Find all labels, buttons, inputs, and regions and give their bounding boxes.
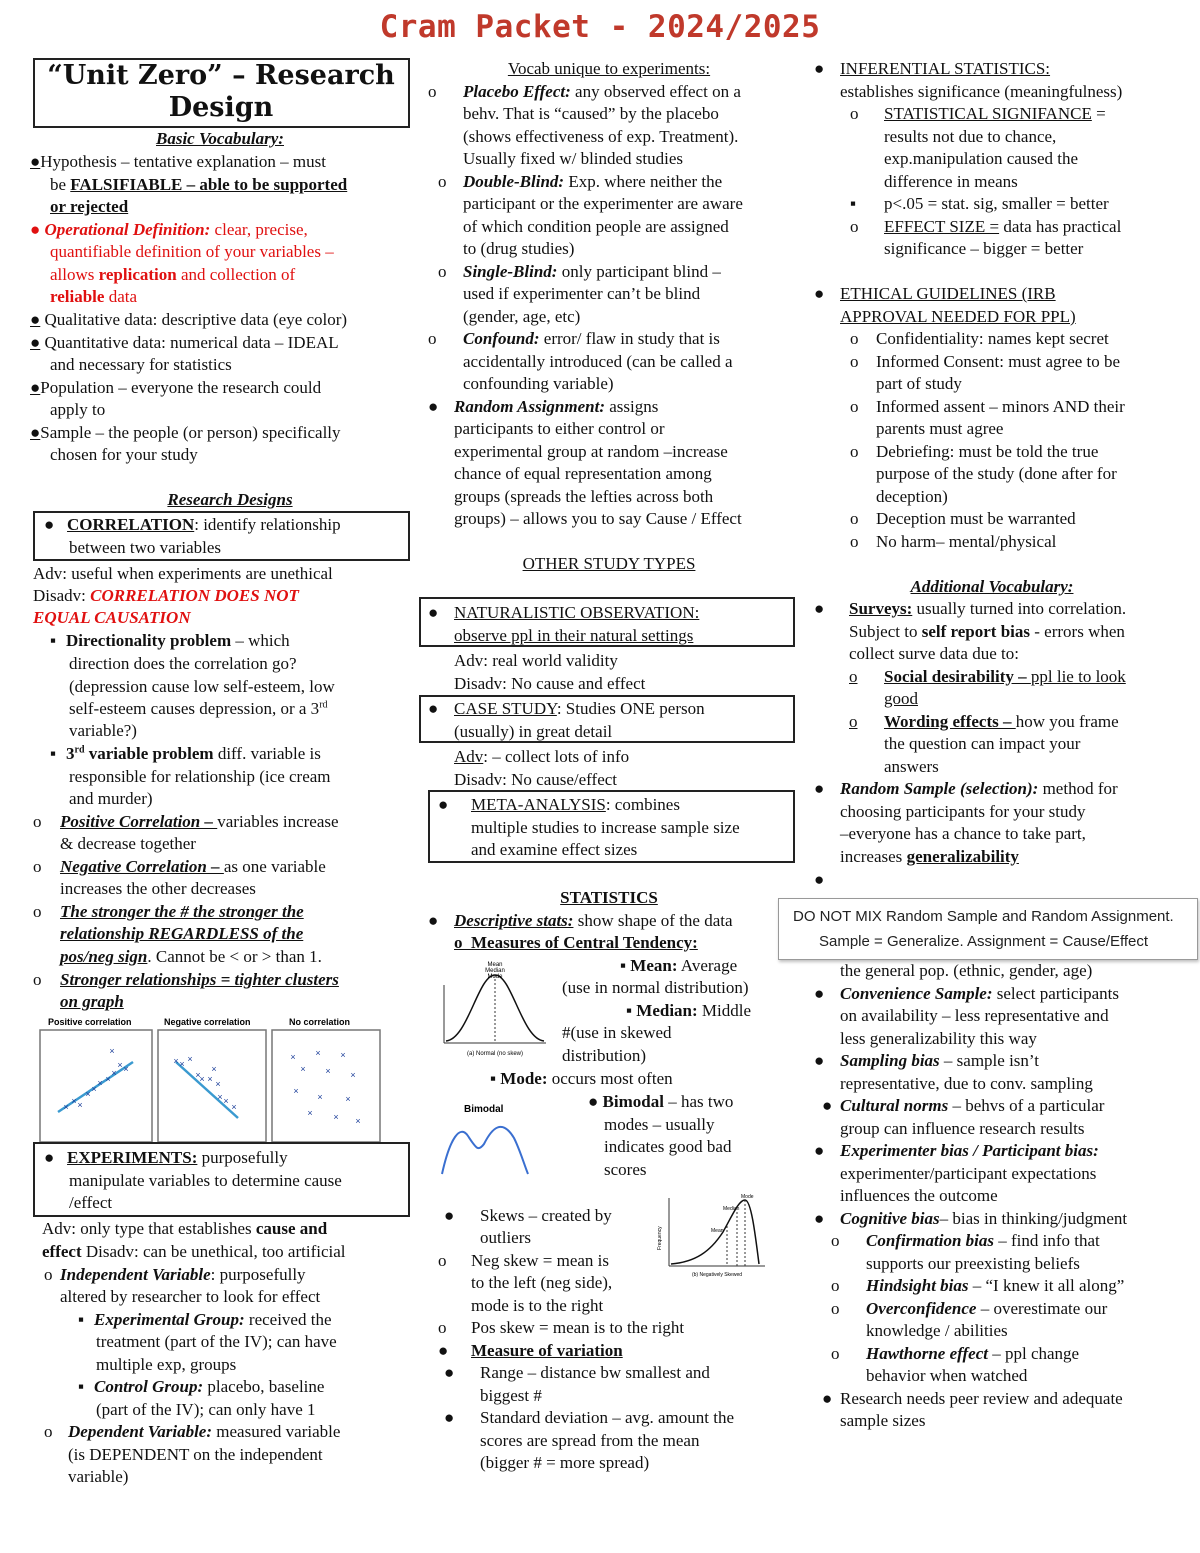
- svg-text:×: ×: [325, 1066, 331, 1076]
- svg-text:Bimodal: Bimodal: [464, 1104, 504, 1115]
- additional-vocab-heading: Additional Vocabulary:: [910, 577, 1074, 596]
- svg-text:×: ×: [179, 1059, 185, 1069]
- debriefing-item: o Debriefing: must be told the true: [850, 442, 1099, 461]
- negative-skew-figure: [655, 1192, 770, 1282]
- svg-text:(a) Normal (no skew): (a) Normal (no skew): [466, 1051, 524, 1057]
- negative-correlation-item: o Negative Correlation – as one variable: [33, 857, 326, 876]
- svg-text:×: ×: [195, 1070, 201, 1080]
- central-tendency-item: o Measures of Central Tendency:: [454, 933, 698, 952]
- svg-text:Mean: Mean: [487, 962, 503, 968]
- descriptive-stats-item: ● Descriptive stats: show shape of the data: [428, 911, 733, 930]
- sample-item: ●Sample – the people (or person) specifically: [30, 423, 341, 442]
- research-designs-heading: Research Designs: [167, 490, 293, 509]
- svg-text:×: ×: [91, 1084, 97, 1094]
- svg-text:Median: Median: [723, 1206, 740, 1212]
- range-item: ● Range – distance bw smallest and: [444, 1363, 710, 1382]
- informed-assent-item: o Informed assent – minors AND their: [850, 397, 1125, 416]
- svg-text:×: ×: [217, 1092, 223, 1102]
- hawthorne-effect-item: o Hawthorne effect – ppl change: [831, 1344, 1080, 1363]
- measure-variation-item: ● Measure of variation: [438, 1341, 623, 1360]
- placebo-item: o Placebo Effect: any observed effect on a: [428, 82, 741, 101]
- mean-item: ▪ Mean: Average: [620, 956, 738, 975]
- svg-text:×: ×: [293, 1086, 299, 1096]
- stronger-item: o The stronger the # the stronger the: [33, 902, 304, 921]
- svg-text:Mean: Mean: [711, 1228, 724, 1234]
- dependent-variable-item: o Dependent Variable: measured variable: [44, 1422, 341, 1441]
- qualitative-item: ● Qualitative data: descriptive data (eye color): [30, 310, 348, 329]
- effect-size-item: o EFFECT SIZE = data has practical: [850, 217, 1122, 236]
- pos-skew-item: o Pos skew = mean is to the right: [438, 1318, 685, 1337]
- svg-text:Median: Median: [485, 968, 505, 974]
- third-variable-item: ▪ 3rd variable problem diff. variable is: [50, 744, 321, 763]
- vocab-experiments-heading: Vocab unique to experiments:: [507, 59, 711, 78]
- mode-item: ▪ Mode: occurs most often: [490, 1069, 673, 1088]
- svg-text:×: ×: [71, 1096, 77, 1106]
- no-correlation-label: No correlation: [289, 1017, 351, 1027]
- p-value-item: ▪ p<.05 = stat. sig, smaller = better: [850, 194, 1109, 213]
- convenience-sample-item: ● Convenience Sample: select participants: [814, 984, 1120, 1003]
- overconfidence-item: o Overconfidence – overestimate our: [831, 1299, 1108, 1318]
- basic-vocab-heading: Basic Vocabulary:: [156, 129, 284, 148]
- experimental-group-item: ▪ Experimental Group: received the: [78, 1310, 332, 1329]
- statistical-significance-item: o STATISTICAL SIGNIFANCE =: [850, 104, 1106, 123]
- hindsight-bias-item: o Hindsight bias – “I knew it all along”: [831, 1276, 1125, 1295]
- svg-text:×: ×: [97, 1078, 103, 1088]
- svg-text:×: ×: [215, 1079, 221, 1089]
- peer-review-item: ● Research needs peer review and adequate: [822, 1389, 1123, 1408]
- page-title: Cram Packet - 2024/2025: [379, 9, 821, 45]
- svg-text:×: ×: [223, 1096, 229, 1106]
- svg-text:×: ×: [207, 1074, 213, 1084]
- svg-text:(b) Negatively Skewed: (b) Negatively Skewed: [691, 1272, 743, 1278]
- sampling-bias-item: ● Sampling bias – sample isn’t: [814, 1051, 1039, 1070]
- svg-text:×: ×: [187, 1054, 193, 1064]
- callout-box: DO NOT MIX Random Sample and Random Assignment. Sample = Generalize. Assignment = Cause/Effect: [778, 898, 1198, 960]
- svg-text:×: ×: [211, 1064, 217, 1074]
- random-assignment-item: ● Random Assignment: assigns: [428, 397, 659, 416]
- svg-text:×: ×: [77, 1100, 83, 1110]
- svg-text:×: ×: [111, 1068, 117, 1078]
- independent-variable-item: o Independent Variable: purposefully: [44, 1265, 306, 1284]
- bimodal-figure: [438, 1098, 533, 1180]
- bimodal-item: ● Bimodal – has two: [588, 1092, 734, 1111]
- normal-distribution-figure: [438, 955, 550, 1060]
- unit-title: “Unit Zero” – Research Design: [47, 60, 395, 123]
- no-harm-item: o No harm– mental/physical: [850, 532, 1057, 551]
- svg-text:×: ×: [109, 1046, 115, 1056]
- negative-correlation-label: Negative correlation: [164, 1017, 251, 1027]
- svg-text:Mode: Mode: [487, 974, 503, 980]
- statistics-heading: STATISTICS: [560, 888, 658, 907]
- control-group-item: ▪ Control Group: placebo, baseline: [78, 1377, 325, 1396]
- svg-text:×: ×: [307, 1108, 313, 1118]
- ethical-guidelines-item: ● ETHICAL GUIDELINES (IRB: [814, 284, 1056, 303]
- cultural-norms-item: ● Cultural norms – behvs of a particular: [822, 1096, 1105, 1115]
- svg-text:×: ×: [63, 1102, 69, 1112]
- svg-text:Mode: Mode: [741, 1194, 754, 1200]
- random-sample-item: ● Random Sample (selection): method for: [814, 779, 1118, 798]
- directionality-item: ▪ Directionality problem – which: [50, 631, 290, 650]
- informed-consent-item: o Informed Consent: must agree to be: [850, 352, 1121, 371]
- svg-text:×: ×: [300, 1064, 306, 1074]
- svg-text:×: ×: [345, 1094, 351, 1104]
- operational-definition-item: ● Operational Definition: clear, precise,: [30, 220, 308, 239]
- svg-text:×: ×: [105, 1074, 111, 1084]
- neg-skew-item: o Neg skew = mean is: [438, 1251, 610, 1270]
- surveys-item: ● Surveys: usually turned into correlation.: [814, 599, 1127, 618]
- svg-text:×: ×: [290, 1052, 296, 1062]
- svg-text:×: ×: [333, 1112, 339, 1122]
- svg-text:×: ×: [231, 1102, 237, 1112]
- svg-text:×: ×: [350, 1070, 356, 1080]
- double-blind-item: o Double-Blind: Exp. where neither the: [438, 172, 723, 191]
- confound-item: o Confound: error/ flaw in study that is: [428, 329, 720, 348]
- svg-text:×: ×: [317, 1092, 323, 1102]
- single-blind-item: o Single-Blind: only participant blind –: [438, 262, 721, 281]
- confidentiality-item: o Confidentiality: names kept secret: [850, 329, 1109, 348]
- skews-item: ● Skews – created by: [444, 1206, 612, 1225]
- svg-text:×: ×: [340, 1050, 346, 1060]
- social-desirability-item: o Social desirability – ppl lie to look: [849, 667, 1126, 686]
- svg-text:×: ×: [355, 1116, 361, 1126]
- cognitive-bias-item: ● Cognitive bias– bias in thinking/judgment: [814, 1209, 1128, 1228]
- correlation-scatter-figure: [38, 1012, 383, 1144]
- confirmation-bias-item: o Confirmation bias – find info that: [831, 1231, 1100, 1250]
- deception-item: o Deception must be warranted: [850, 509, 1076, 528]
- population-item: ●Population – everyone the research could: [30, 378, 322, 397]
- svg-text:×: ×: [199, 1074, 205, 1084]
- median-item: ▪ Median: Middle: [626, 1001, 752, 1020]
- sd-item: ● Standard deviation – avg. amount the: [444, 1408, 734, 1427]
- quantitative-item: ● Quantitative data: numerical data – IDEAL: [30, 333, 339, 352]
- svg-text:×: ×: [117, 1060, 123, 1070]
- inferential-item: ● INFERENTIAL STATISTICS:: [814, 59, 1051, 78]
- positive-correlation-item: o Positive Correlation – variables increase: [33, 812, 339, 831]
- experimenter-bias-item: ● Experimenter bias / Participant bias:: [814, 1141, 1099, 1160]
- svg-text:Frequency: Frequency: [657, 1226, 663, 1250]
- other-study-types-heading: OTHER STUDY TYPES: [522, 554, 696, 573]
- svg-text:×: ×: [85, 1089, 91, 1099]
- svg-text:×: ×: [315, 1048, 321, 1058]
- svg-text:×: ×: [173, 1056, 179, 1066]
- wording-effects-item: o Wording effects – how you frame: [849, 712, 1119, 731]
- positive-correlation-label: Positive correlation: [48, 1017, 132, 1027]
- svg-text:×: ×: [123, 1064, 129, 1074]
- hypothesis-item: ●Hypothesis – tentative explanation – must: [30, 152, 326, 171]
- tighter-item: o Stronger relationships = tighter clusters: [33, 970, 339, 989]
